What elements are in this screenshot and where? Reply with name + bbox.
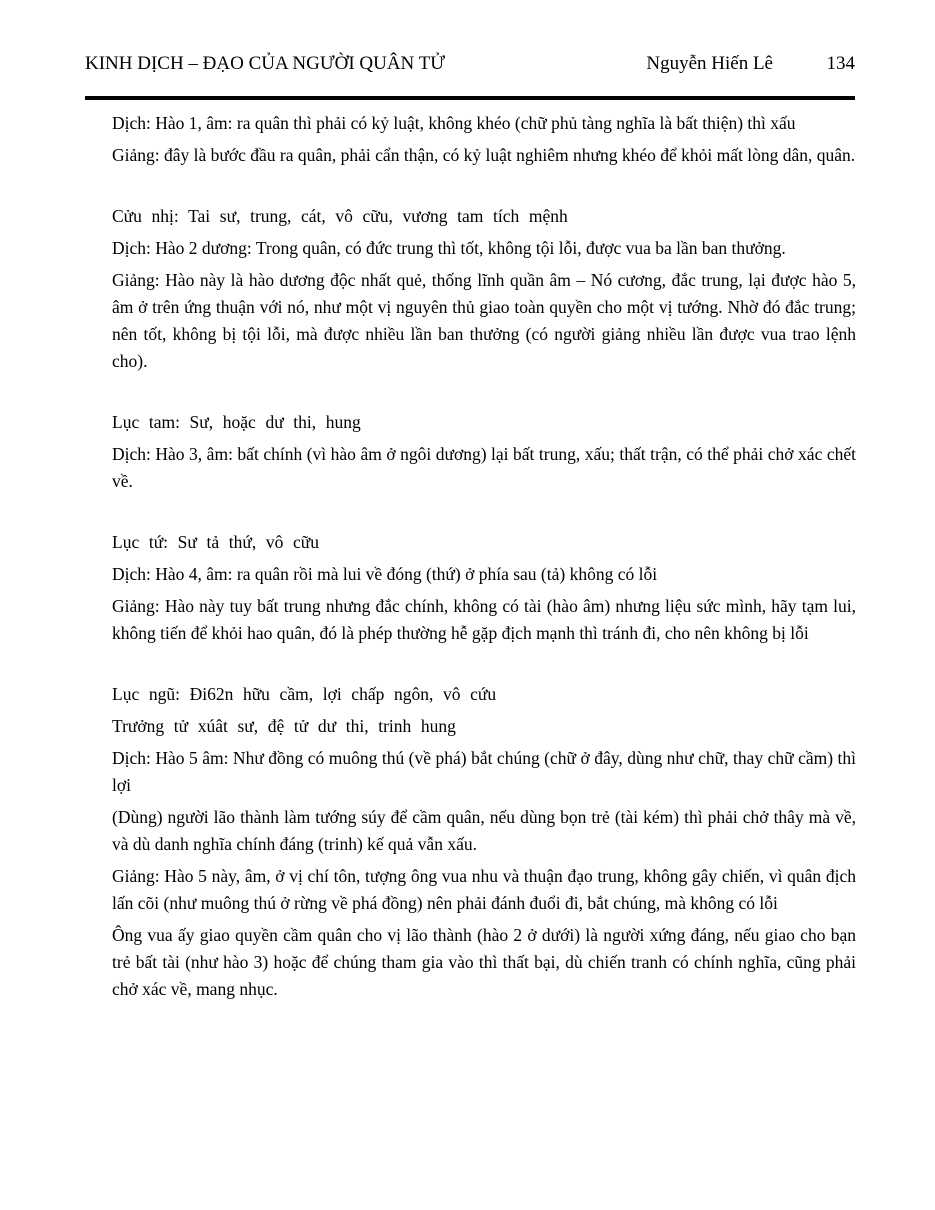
paragraph: Dịch: Hào 2 dương: Trong quân, có đức trung thì tốt, không tội lỗi, được vua ba lần ban thưởng. — [112, 238, 786, 258]
paragraph: Lục ngũ: Đi62n hữu cầm, lợi chấp ngôn, vô cứu — [112, 684, 497, 704]
paragraph: Lục tam: Sư, hoặc dư thi, hung — [112, 412, 361, 432]
paragraph: Dịch: Hào 3, âm: bất chính (vì hào âm ở ngôi dương) lại bất trung, xấu; thất trận, có thể phải chở xác chết về. — [112, 444, 856, 491]
paragraph: Giảng: đây là bước đầu ra quân, phải cẩn thận, có kỷ luật nghiêm nhưng khéo để khỏi mất lòng dân, quân. — [112, 145, 856, 165]
paragraph: Dịch: Hào 4, âm: ra quân rồi mà lui về đóng (thứ) ở phía sau (tả) không có lỗi — [112, 564, 658, 584]
paragraph: Giảng: Hào này là hào dương độc nhất quẻ, thống lĩnh quần âm – Nó cương, đắc trung, lại được hào 5, âm ở trên ứng thuận với nó, như một vị nguyên thủ giao toàn quyền cho một vị tướng. Nhờ đó đắc trung; nên tốt, không bị tội lỗi, mà được nhiều lần ban thưởng (có người giảng nhiều lần được vua trao lệnh cho). — [112, 270, 856, 371]
page-body — [112, 110, 856, 1008]
author-name: Nguyễn Hiến Lê — [646, 53, 773, 74]
book-title: KINH DỊCH – ĐẠO CỦA NGƯỜI QUÂN TỬ — [85, 53, 446, 74]
paragraph: Trưởng tử xúât sư, đệ tử dư thi, trinh hung — [112, 716, 456, 736]
paragraph: Giảng: Hào này tuy bất trung nhưng đắc chính, không có tài (hào âm) nhưng liệu sức mình, hãy tạm lui, không tiến để khỏi hao quân, đó là phép thường hễ gặp địch mạnh thì tránh đi, cho nên không bị lỗi — [112, 596, 856, 643]
paragraph: Cửu nhị: Tai sư, trung, cát, vô cữu, vương tam tích mệnh — [112, 206, 568, 226]
paragraph: Dịch: Hào 1, âm: ra quân thì phải có kỷ luật, không khéo (chữ phủ tàng nghĩa là bất thiện) thì xấu — [112, 113, 796, 133]
page-number: 134 — [826, 53, 855, 74]
page-header — [85, 52, 855, 76]
paragraph: Ông vua ấy giao quyền cầm quân cho vị lão thành (hào 2 ở dưới) là người xứng đáng, nếu giao cho bạn trẻ bất tài (như hào 3) hoặc để chúng tham gia vào thì thất bại, dù chiến tranh có chính nghĩa, cũng phải chở xác về, mang nhục. — [112, 925, 856, 999]
paragraph: Lục tứ: Sư tả thứ, vô cữu — [112, 532, 319, 552]
header-divider-rule — [85, 96, 855, 100]
paragraph: Dịch: Hào 5 âm: Như đồng có muông thú (về phá) bắt chúng (chữ ở đây, dùng như chữ, thay chữ cầm) thì lợi — [112, 748, 856, 795]
paragraph: Giảng: Hào 5 này, âm, ở vị chí tôn, tượng ông vua nhu và thuận đạo trung, không gây chiến, vì quân địch lấn cõi (như muông thú ở rừng về phá đồng) nên phải đánh đuổi đi, bắt chúng, mà không có lỗi — [112, 866, 856, 913]
paragraph: (Dùng) người lão thành làm tướng súy để cầm quân, nếu dùng bọn trẻ (tài kém) thì phải chở thây mà về, và dù danh nghĩa chính đáng (trinh) kế quả vẫn xấu. — [112, 807, 856, 854]
